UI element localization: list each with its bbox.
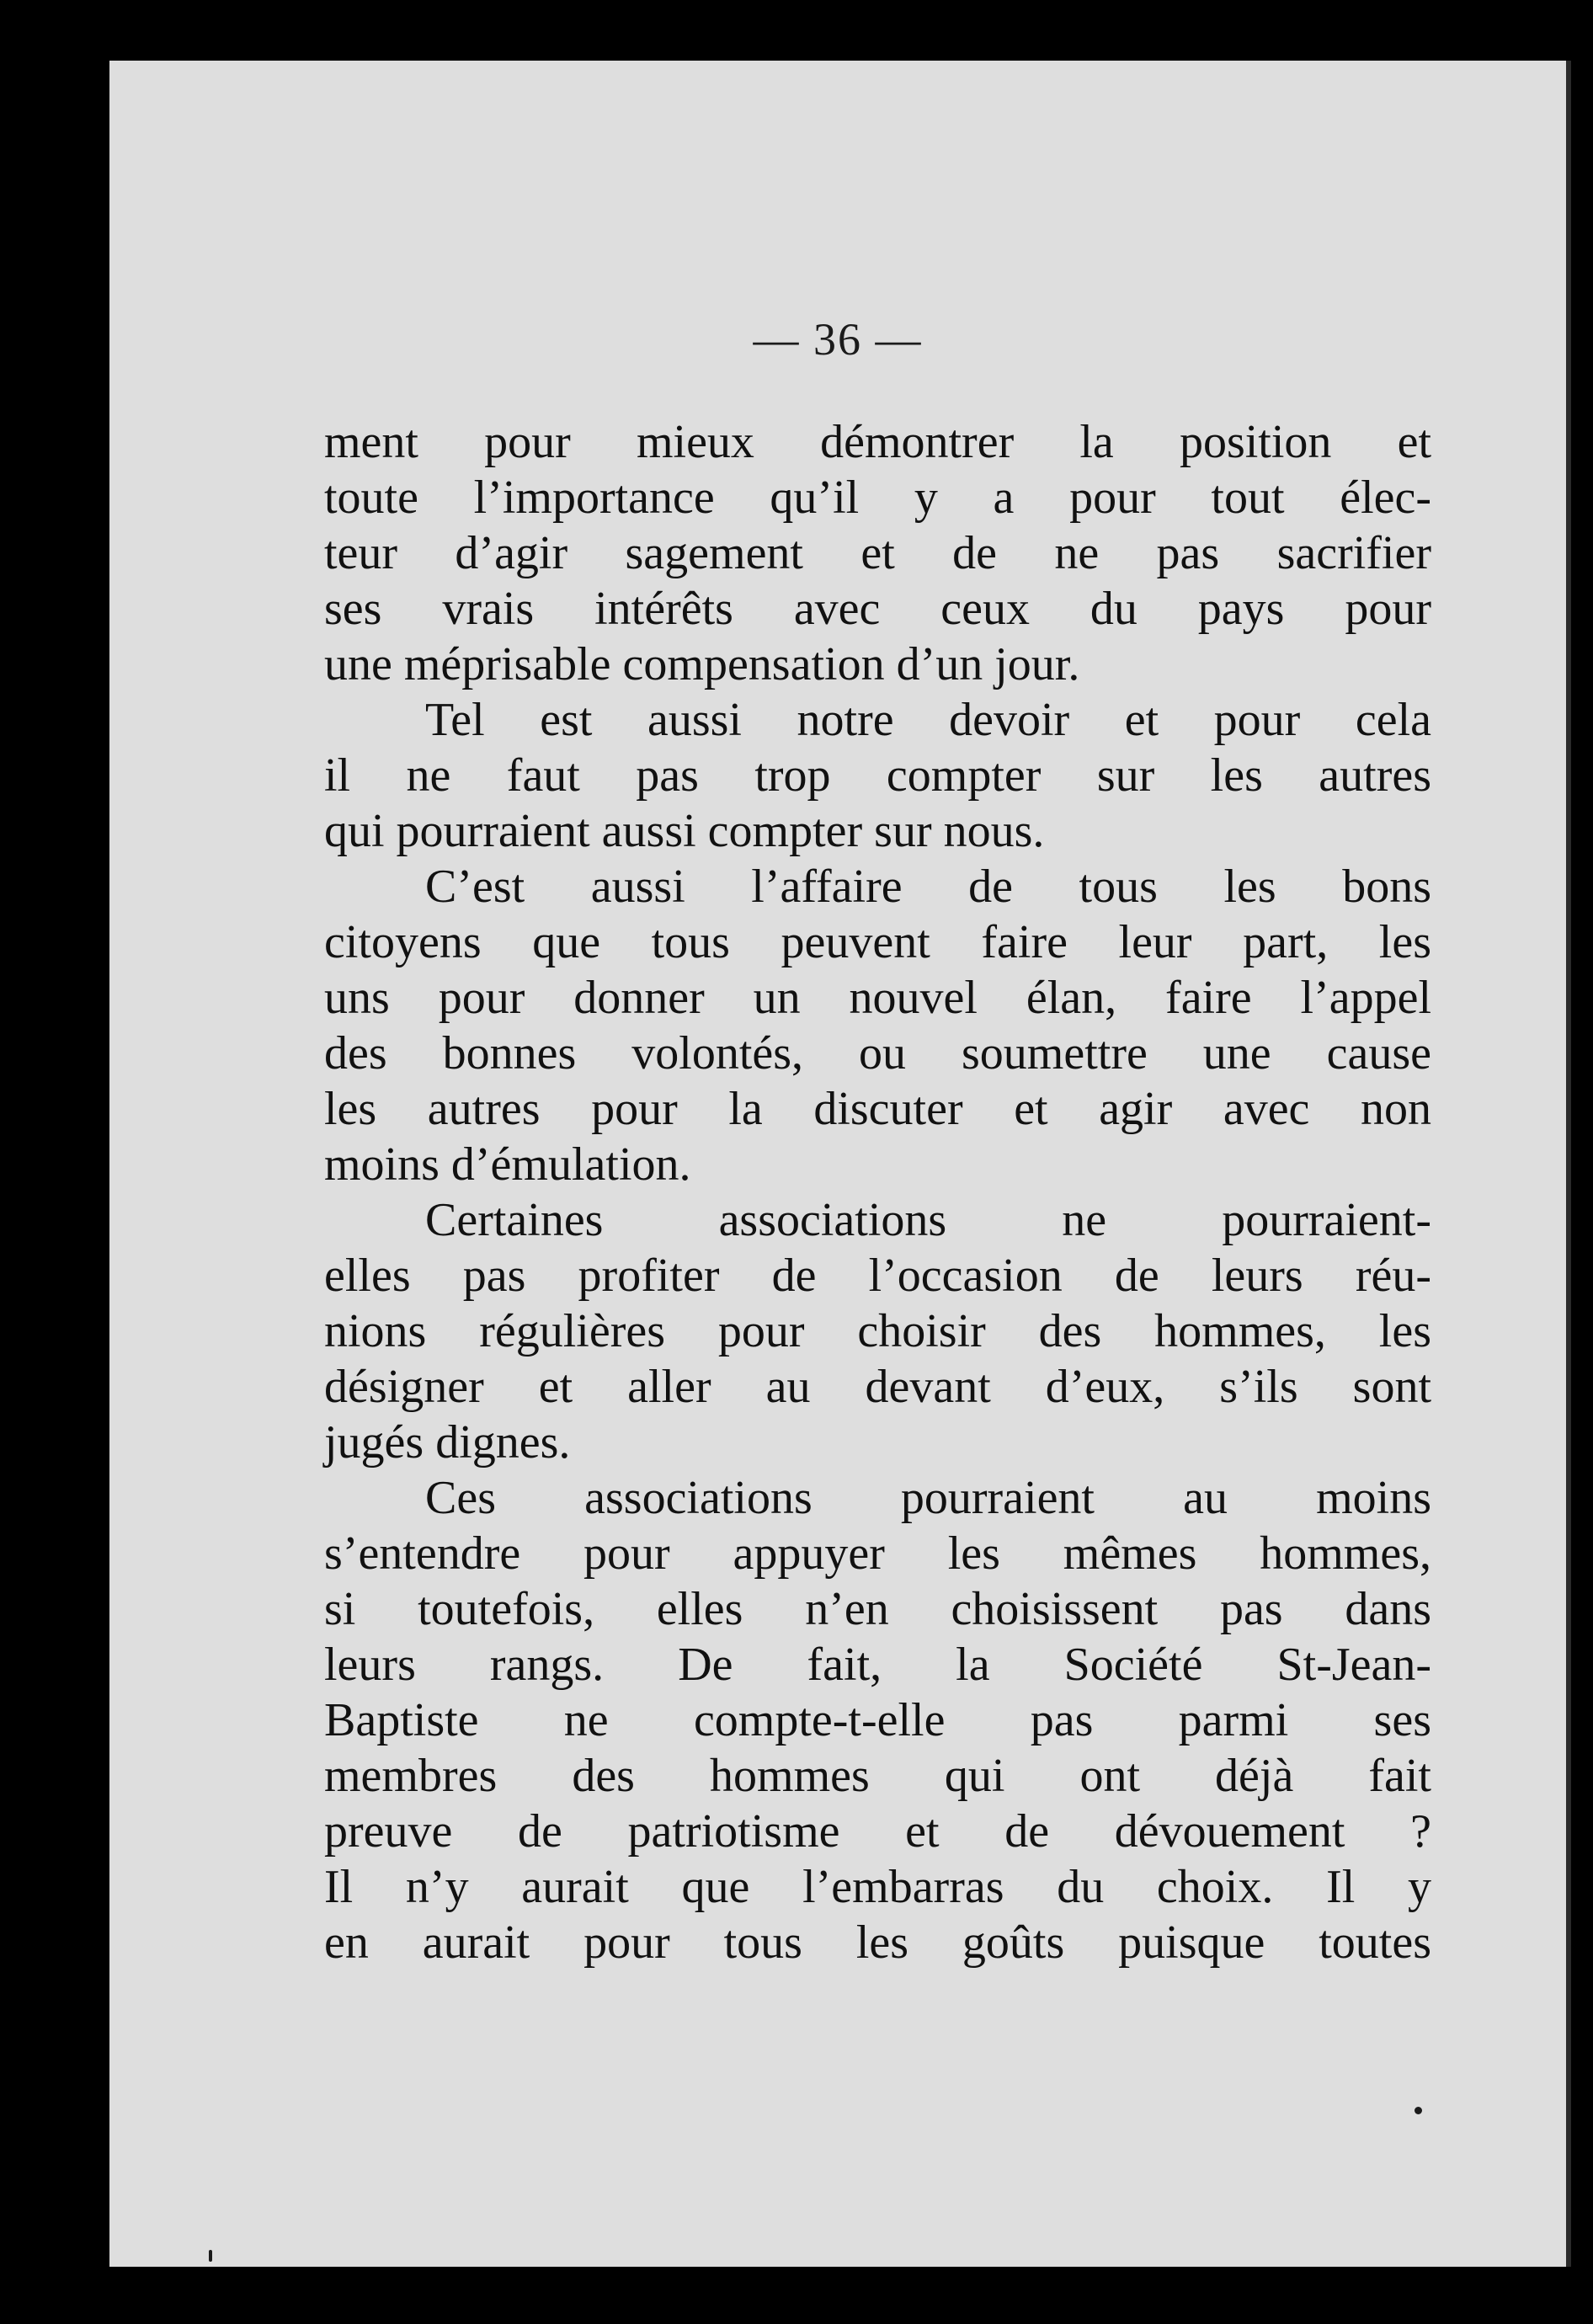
text-line: qui pourraient aussi compter sur nous.: [324, 805, 1045, 857]
text-line: Baptiste ne compte-t-elle pas parmi ses: [324, 1694, 1431, 1746]
text-line: preuve de patriotisme et de dévouement ?: [324, 1805, 1431, 1858]
text-line: teur d’agir sagement et de ne pas sacrifier: [324, 527, 1431, 579]
scan-speck: [1415, 2107, 1422, 2114]
document-page: [109, 61, 1571, 2267]
text-line: moins d’émulation.: [324, 1138, 691, 1191]
text-line: Certaines associations ne pourraient-: [425, 1194, 1431, 1246]
text-line: jugés dignes.: [324, 1416, 571, 1468]
page-number: — 36 —: [753, 314, 923, 365]
text-line: les autres pour la discuter et agir avec non: [324, 1083, 1431, 1135]
text-line: une méprisable compensation d’un jour.: [324, 638, 1080, 690]
text-line: elles pas profiter de l’occasion de leurs réu-: [324, 1250, 1431, 1302]
text-line: en aurait pour tous les goûts puisque toutes: [324, 1916, 1431, 1969]
scan-speck: [209, 2250, 212, 2262]
text-line: Tel est aussi notre devoir et pour cela: [425, 694, 1431, 746]
text-line: Il n’y aurait que l’embarras du choix. Il y: [324, 1861, 1431, 1913]
body-text: [324, 414, 1431, 1970]
text-line: uns pour donner un nouvel élan, faire l’appel: [324, 972, 1431, 1024]
text-line: toute l’importance qu’il y a pour tout élec-: [324, 472, 1431, 524]
text-line: nions régulières pour choisir des hommes, les: [324, 1305, 1431, 1357]
text-line: leurs rangs. De fait, la Société St-Jean-: [324, 1639, 1431, 1691]
text-line: membres des hommes qui ont déjà fait: [324, 1750, 1431, 1802]
text-line: des bonnes volontés, ou soumettre une cause: [324, 1027, 1431, 1079]
text-line: il ne faut pas trop compter sur les autres: [324, 749, 1431, 802]
text-line: désigner et aller au devant d’eux, s’ils sont: [324, 1361, 1431, 1413]
text-line: ses vrais intérêts avec ceux du pays pour: [324, 583, 1431, 635]
text-line: ment pour mieux démontrer la position et: [324, 416, 1431, 468]
text-line: Ces associations pourraient au moins: [425, 1472, 1431, 1524]
text-line: C’est aussi l’affaire de tous les bons: [425, 861, 1431, 913]
text-line: citoyens que tous peuvent faire leur part, les: [324, 916, 1431, 968]
text-line: si toutefois, elles n’en choisissent pas dans: [324, 1583, 1431, 1635]
text-line: s’entendre pour appuyer les mêmes hommes,: [324, 1527, 1431, 1580]
